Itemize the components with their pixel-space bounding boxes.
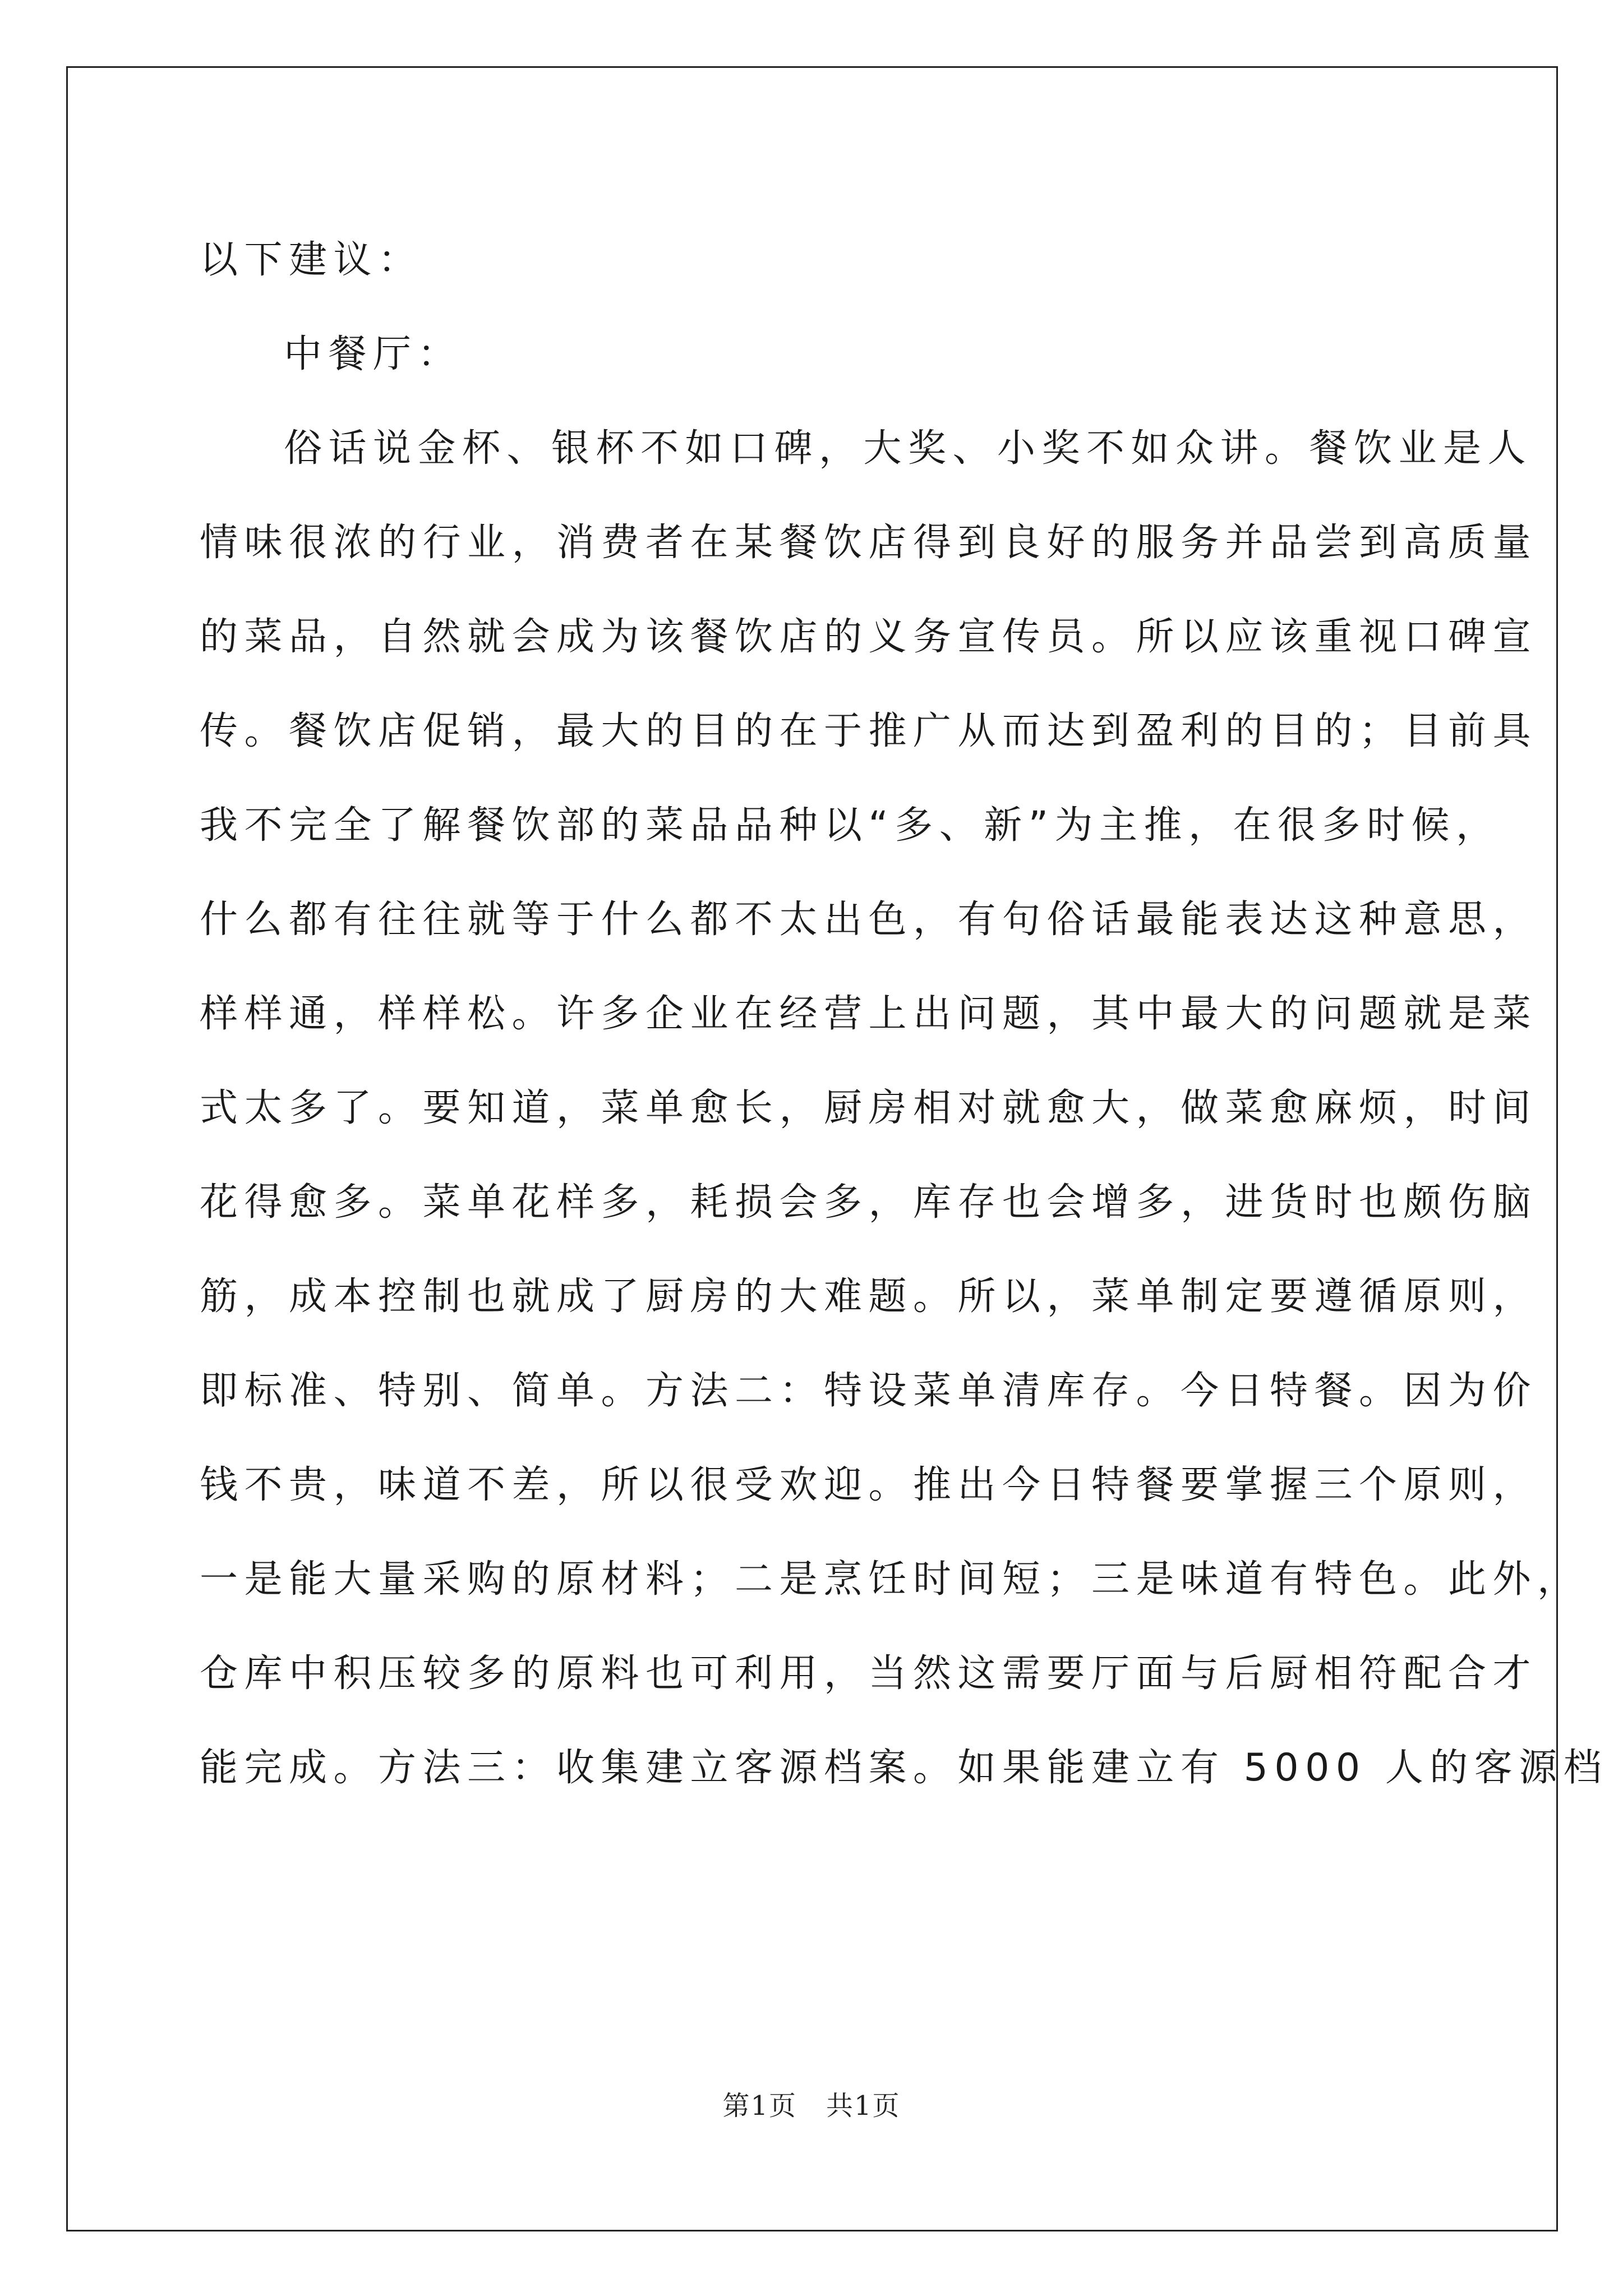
text-line: 情味很浓的行业，消费者在某餐饮店得到良好的服务并品尝到高质量: [200, 521, 1538, 565]
text-line: 的菜品，自然就会成为该餐饮店的义务宣传员。所以应该重视口碑宣: [200, 615, 1538, 659]
page-total: 共1页: [826, 2090, 901, 2122]
text-line: 什么都有往往就等于什么都不太出色，有句俗话最能表达这种意思，: [200, 898, 1538, 942]
page-footer: [0, 2084, 1623, 2123]
page-number: 第1页: [722, 2090, 797, 2122]
text-line: 能完成。方法三：收集建立客源档案。如果能建立有 5000 人的客源档: [200, 1746, 1608, 1790]
text-line: 即标准、特别、简单。方法二：特设菜单清库存。今日特餐。因为价: [200, 1369, 1538, 1413]
section-heading: 中餐厅：: [284, 332, 463, 376]
text-line: 传。餐饮店促销，最大的目的在于推广从而达到盈利的目的；目前具: [200, 709, 1538, 753]
paragraph-first-line: 俗话说金杯、银杯不如口碑，大奖、小奖不如众讲。餐饮业是人: [284, 426, 1533, 471]
text-line: 钱不贵，味道不差，所以很受欢迎。推出今日特餐要掌握三个原则，: [200, 1463, 1538, 1507]
text-line: 以下建议：: [200, 238, 423, 282]
text-line: 式太多了。要知道，菜单愈长，厨房相对就愈大，做菜愈麻烦，时间: [200, 1086, 1538, 1130]
document-body: [200, 213, 1608, 1815]
text-line: 仓库中积压较多的原料也可利用，当然这需要厅面与后厨相符配合才: [200, 1651, 1538, 1696]
text-line: 样样通，样样松。许多企业在经营上出问题，其中最大的问题就是菜: [200, 992, 1538, 1036]
text-line: 筋，成本控制也就成了厨房的大难题。所以，菜单制定要遵循原则，: [200, 1274, 1538, 1319]
text-line: 我不完全了解餐饮部的菜品品种以“多、新”为主推，在很多时候，: [200, 803, 1501, 848]
text-line: 一是能大量采购的原材料；二是烹饪时间短；三是味道有特色。此外，: [200, 1557, 1582, 1602]
text-line: 花得愈多。菜单花样多，耗损会多，库存也会增多，进货时也颇伤脑: [200, 1180, 1538, 1225]
